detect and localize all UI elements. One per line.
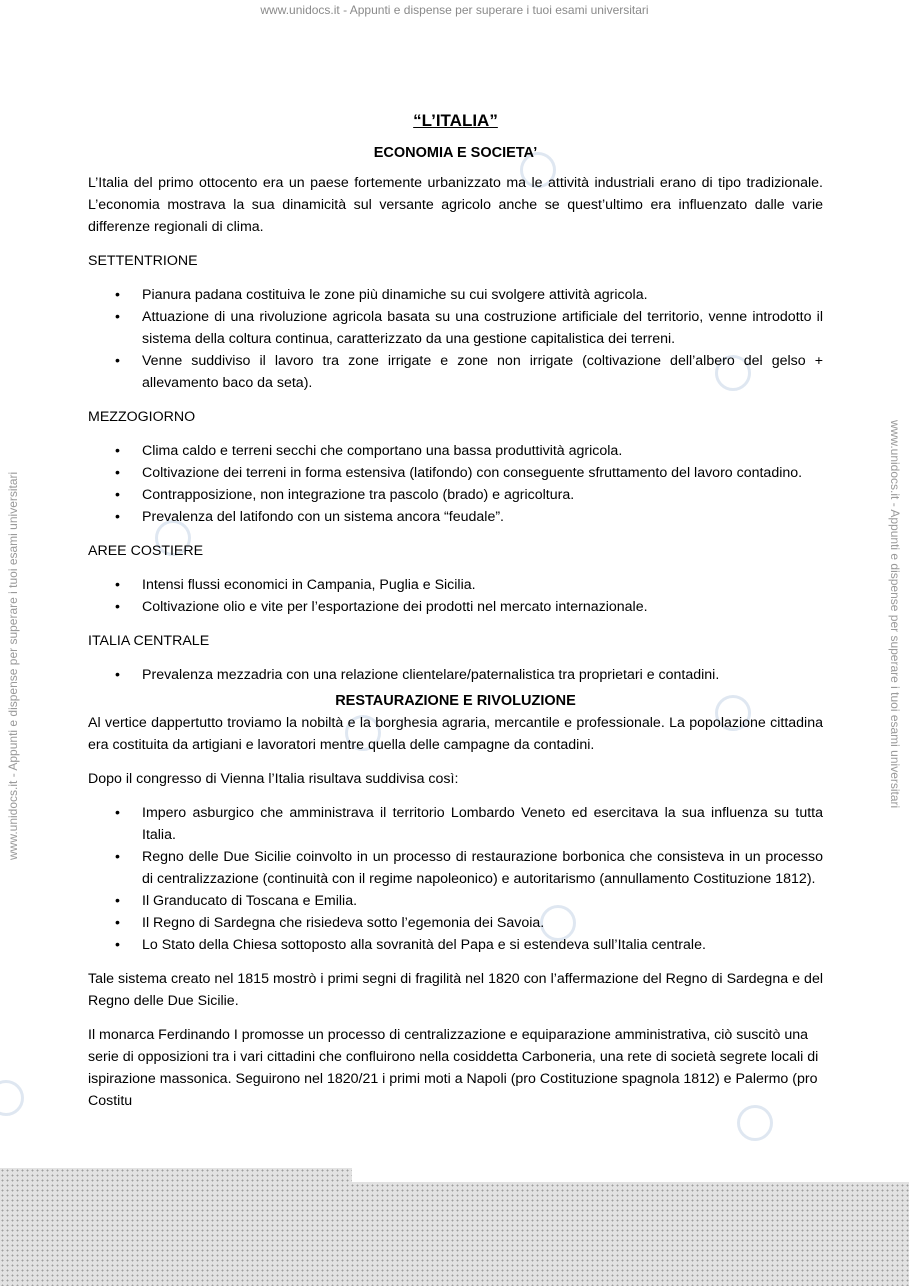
watermark-left: www.unidocs.it - Appunti e dispense per superare i tuoi esami universitari [6,471,20,860]
paragraph: Dopo il congresso di Vienna l’Italia risultava suddivisa così: [88,771,459,787]
list-item: • Impero asburgico che amministrava il territorio Lombardo Veneto ed esercitava la sua influenza su tutta Italia. [142,802,823,846]
watermark-logo-icon [0,1080,24,1116]
paragraph: Al vertice dappertutto troviamo la nobiltà e la borghesia agraria, mercantile e professionale. La popolazione cittadina era costituita da artigiani e lavoratori mentre quella delle campagne da contadini. [88,715,823,753]
document-title: “L’ITALIA” [413,111,498,130]
label-italia-centrale: ITALIA CENTRALE [88,633,210,649]
watermark-header: www.unidocs.it - Appunti e dispense per superare i tuoi esami universitari [260,3,649,17]
list-settentrione [88,284,823,394]
paragraph: Tale sistema creato nel 1815 mostrò i primi segni di fragilità nel 1820 con l’affermazione del Regno di Sardegna e del Regno delle Due Sicilie. [88,971,823,1009]
intro-paragraph: L’Italia del primo ottocento era un paese fortemente urbanizzato ma le attività industriali erano di tipo tradizionale. L’economia mostrava la sua dinamicità sul versante agricolo anche se quest’ultimo era influenzato dalle varie differenze regionali di clima. [88,175,823,235]
list-aree-costiere [88,574,823,618]
footer-edge [352,1168,909,1182]
list-item: • Il Regno di Sardegna che risiedeva sotto l’egemonia dei Savoia. [142,912,823,934]
list-item: • Regno delle Due Sicilie coinvolto in un processo di restaurazione borbonica che consisteva in un processo di centralizzazione (continuità con il regime napoleonico) e autoritarismo (annullamento Costituzione 1812). [142,846,823,890]
label-mezzogiorno: MEZZOGIORNO [88,409,196,425]
list-item: • Prevalenza mezzadria con una relazione clientelare/paternalistica tra proprietari e contadini. [142,664,823,686]
list-item: • Coltivazione dei terreni in forma estensiva (latifondo) con conseguente sfruttamento del lavoro contadino. [142,462,823,484]
section-heading-restaurazione: RESTAURAZIONE E RIVOLUZIONE [335,693,576,709]
list-mezzogiorno [88,440,823,528]
list-item: • Attuazione di una rivoluzione agricola basata su una costruzione artificiale del territorio, venne introdotto il sistema della coltura continua, caratterizzato da una gestione capitalistica dei terreni. [142,306,823,350]
list-vienna [88,802,823,956]
list-italia-centrale [88,664,823,686]
list-item: • Contrapposizione, non integrazione tra pascolo (brado) e agricoltura. [142,484,823,506]
list-item: • Clima caldo e terreni secchi che comportano una bassa produttività agricola. [142,440,823,462]
list-item: • Coltivazione olio e vite per l’esportazione dei prodotti nel mercato internazionale. [142,596,823,618]
list-item: • Il Granducato di Toscana e Emilia. [142,890,823,912]
list-item: • Prevalenza del latifondo con un sistema ancora “feudale”. [142,506,823,528]
paragraph: Il monarca Ferdinando I promosse un processo di centralizzazione e equiparazione amministrativa, ciò suscitò una serie di opposizioni tra i vari cittadini che confluirono nella cosiddetta Carboneria, una rete di società segrete locali di ispirazione massonica. Seguirono nel 1820/21 i primi moti a Napoli (pro Costituzione spagnola 1812) e Palermo (pro Costitu [88,1027,819,1109]
list-item: • Lo Stato della Chiesa sottoposto alla sovranità del Papa e si estendeva sull’Italia centrale. [142,934,823,956]
list-item: • Pianura padana costituiva le zone più dinamiche su cui svolgere attività agricola. [142,284,823,306]
list-item: • Venne suddiviso il lavoro tra zone irrigate e zone non irrigate (coltivazione dell’albero del gelso + allevamento baco da seta). [142,350,823,394]
list-item: • Intensi flussi economici in Campania, Puglia e Sicilia. [142,574,823,596]
label-settentrione: SETTENTRIONE [88,253,198,269]
document-body [88,108,823,1124]
label-aree-costiere: AREE COSTIERE [88,543,204,559]
section-heading-economia: ECONOMIA E SOCIETA’ [373,145,538,161]
watermark-right: www.unidocs.it - Appunti e dispense per superare i tuoi esami universitari [888,420,902,809]
blurred-footer-overlay [0,1168,909,1286]
